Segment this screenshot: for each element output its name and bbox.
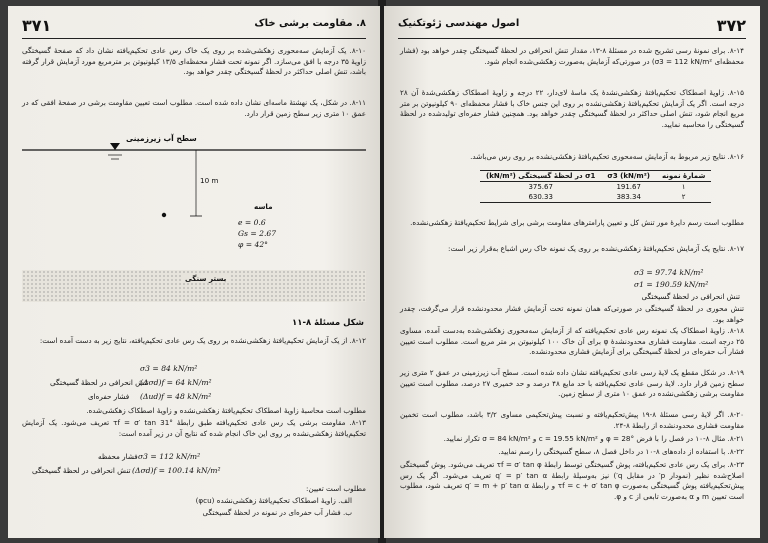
left-page (8, 6, 380, 538)
problem-8-11: ۸-۱۱. در شکل، یک نهشتهٔ ماسه‌ای نشان داده شده است. مطلوب است تعیین مقاومت برشی در صفحهٔ افقی که در عمق ۱۰ متری زیر سطح زمین قرار دارد. (22, 98, 366, 118)
water-table-label: سطح آب زیرزمینی (126, 134, 197, 143)
eq-sigma1-190: σ1 = 190.59 kN/m² (634, 280, 709, 289)
eq-porepressure-48-note: فشار حفره‌ای (88, 392, 130, 401)
problem-8-10: ۸-۱۰. یک آزمایش سه‌محوری زهکشی‌شده بر روی یک خاک رس عادی تحکیم‌یافته نشان داد که صفحهٔ گسیختگی زاویهٔ ۳۵ درجه با افق می‌سازد. اگر نمونه تحت فشار محفظه‌ای ۱۳/۵ کیلونیوتن بر مترمربع مورد آزمایش قرار گرفته باشد، تنش اصلی حداکثر در لحظهٔ گسیختگی چقدر خواهد بود. (22, 46, 366, 76)
eq-sigma3-97: σ3 = 97.74 kN/m² (634, 268, 704, 277)
test-results-table (480, 170, 711, 203)
bedrock-label: بستر سنگی (182, 274, 229, 283)
table-row (480, 192, 711, 203)
friction-angle-label: φ = 42° (238, 240, 268, 249)
problem-8-18: ۸-۱۸. زاویهٔ اصطکاک یک نمونه رس عادی تحکیم‌یافته که از آزمایش سه‌محوری زهکشی‌شده به‌دست آمده، مساوی ۲۵ درجه است. مقاومت فشاری محدودنشدهٔ φ برای آن خاک ۱۰۰ کیلونیوتن بر متر مربع است. مطلوب است تعیین فشار آب حفره‌ای در لحظهٔ گسیختگی برای آزمایش فشاری محدودنشده. (400, 326, 744, 356)
problem-8-17-question: تنش محوری در لحظهٔ گسیختگی در صورتی‌که همان نمونه تحت آزمایش فشار محدودنشده قرار می‌گرفت، چقدر خواهد بود. (400, 304, 744, 324)
problem-8-19: ۸-۱۹. در شکل مقطع یک لایهٔ رسی عادی تحکیم‌یافته نشان داده شده است. سطح آب زیرزمینی در عمق ۲ متری زیر سطح زمین قرار دارد. لایهٔ رسی عادی تحکیم‌یافته با حد مایع ۴۸ درصد و حد خمیری ۲۷ درصد، مطلوب است تعیین مقاومت برشی زهکشی‌نشده در عمق ۱۰ متری از سطح زمین. (400, 368, 745, 398)
problem-8-12: ۸-۱۲. از یک آزمایش تحکیم‌یافتهٔ زهکشی‌نشده بر روی یک رس عادی تحکیم‌یافته، نتایج زیر به دست آمده است: (39, 336, 366, 345)
left-page-number: ۳۷۱ (22, 16, 52, 35)
problem-8-13-part-a: الف. زاویهٔ اصطکاک تحکیم‌یافتهٔ زهکشی‌نشده (φcu) (195, 496, 352, 505)
right-page-header (398, 16, 746, 39)
eq-deviator-64-note: تنش انحرافی در لحظهٔ گسیختگی (50, 378, 149, 387)
problem-8-20: ۸-۲۰. اگر لایهٔ رسی مسئلهٔ ۸-۱۹ پیش‌تحکیم‌یافته و نسبت پیش‌تحکیمی مساوی ۳/۲ باشد، مطلوب است تخمین مقاومت فشاری محدودنشده از رابطهٔ ۸-۲۴. (400, 410, 744, 430)
table-header-sigma1: σ1 در لحظهٔ گسیختگی (kN/m²) (480, 171, 601, 182)
table-header-sample: شمارهٔ نمونه (656, 171, 711, 182)
eq-deviator-100: (Δσd)f = 100.14 kN/m² (132, 466, 221, 475)
problem-8-12-question: مطلوب است محاسبهٔ زاویهٔ اصطکاک تحکیم‌یافتهٔ زهکشی‌نشده و زاویهٔ اصطکاک زهکشی‌شده. (86, 406, 366, 415)
right-running-title: اصول مهندسی ژئوتکنیک (398, 18, 520, 29)
eq-sigma3-112-note: فشار محفظه (98, 452, 138, 461)
table-cell: 383.34 (616, 193, 641, 201)
table-cell: ۱ (681, 183, 686, 191)
table-header-row (480, 171, 711, 182)
eq-porepressure-48: (Δud)f = 48 kN/m² (140, 392, 212, 401)
void-ratio-label: e = 0.6 (238, 218, 266, 227)
problem-8-16-question: مطلوب است رسم دایرهٔ مور تنش کل و تعیین پارامترهای مقاومت برشی برای شرایط تحکیم‌یافتهٔ زهکشی‌نشده. (410, 218, 744, 227)
eq-deviator-64: (Δσd)f = 64 kN/m² (140, 378, 212, 387)
left-page-header (22, 16, 366, 39)
table-cell: ۲ (681, 193, 686, 201)
table-cell: 630.33 (528, 193, 553, 201)
problem-8-13-part-b: ب. فشار آب حفره‌ای در نمونه در لحظهٔ گسیختگی (202, 508, 352, 517)
eq-sigma3-112: σ3 = 112 kN/m² (138, 452, 201, 461)
problem-8-16: ۸-۱۶. نتایج زیر مربوط به آزمایش سه‌محوری تحکیم‌یافتهٔ زهکشی‌نشده بر روی رس می‌باشد. (470, 152, 744, 161)
problem-8-13: ۸-۱۳. مقاومت برشی یک رس عادی تحکیم‌یافته طبق رابطهٔ τf = σ′ tan 31° تعریف می‌شود. یک آزمایش تحکیم‌یافتهٔ زهکشی‌نشده بر روی این خاک انجام شده که نتایج آن در زیر آمده است: (22, 418, 366, 438)
right-page (384, 6, 760, 538)
problem-8-22: ۸-۲۲. با استفاده از داده‌های ۸-۱۰ در داخل فصل ۸، سطح گسیختگی را رسم نمایید. (498, 447, 744, 456)
table-cell: 375.67 (528, 183, 553, 191)
problem-8-23: ۸-۲۳. برای یک رس عادی تحکیم‌یافته، پوش گسیختگی توسط رابطهٔ τf = σ′ tan φ تعریف می‌شود. پوش گسیختگی اصلاح‌شده نظیر (نمودار p′ در مقابل q′) نیز به‌وسیلهٔ رابطهٔ q′ = p′ tan α تعریف می‌شود. اگر یک رس پیش‌تحکیم‌یافته پوش گسیختگی به‌صورت τf = c + σ′ tan φ و رابطهٔ q′ = m + p′ tan α تعریف شود، مطلوب است تعیین m و α به‌صورت تابعی از c و φ. (400, 460, 744, 501)
sand-label: ماسه (254, 202, 273, 211)
water-table-marker-icon (110, 143, 120, 150)
depth-label: 10 m (200, 176, 219, 185)
eq-deviator-100-note: تنش انحرافی در لحظهٔ گسیختگی (32, 466, 131, 475)
problem-8-15: ۸-۱۵. زاویهٔ اصطکاک تحکیم‌یافتهٔ زهکشی‌نشدهٔ یک ماسهٔ لای‌دار، ۲۲ درجه و زاویهٔ اصطکاک زهکشی‌شدهٔ آن ۲۸ درجه است. اگر یک آزمایش تحکیم‌یافتهٔ زهکشی‌نشده بر روی این جنس خاک با فشار محفظه‌ای ۹۰ کیلونیوتن بر متر مربع انجام شود، تنش اصلی حداکثر در لحظهٔ گسیختگی چقدر خواهد بود. همچنین فشار حفره‌ای تولیدشده در لحظهٔ گسیختگی را محاسبه نمایید. (400, 88, 744, 129)
figure-caption: شکل مسئلهٔ ۸-۱۱ (292, 318, 364, 328)
left-running-title: ۸. مقاومت برشی خاک (254, 18, 366, 29)
table-header-sigma3: σ3 (kN/m²) (601, 171, 656, 182)
problem-8-21: ۸-۲۱. مثال ۸-۱۰ در فصل را با فرض φ = 28° و c = 19.55 kN/m² و σ = 84 kN/m² تکرار نمایید. (443, 434, 744, 443)
eq-sigma1-190-note: تنش انحرافی در لحظهٔ گسیختگی (641, 292, 740, 301)
point-a-icon (162, 213, 166, 217)
problem-8-17: ۸-۱۷. نتایج یک آزمایش تحکیم‌یافتهٔ زهکشی‌نشده بر روی یک نمونه خاک رس اشباع به‌قرار زیر است: (448, 244, 744, 253)
right-page-number: ۳۷۲ (716, 16, 746, 35)
specific-gravity-label: Gs = 2.67 (238, 229, 277, 238)
table-row (480, 182, 711, 193)
problem-8-14: ۸-۱۴. برای نمونهٔ رسی تشریح شده در مسئلهٔ ۸-۱۳، مقدار تنش انحرافی در لحظهٔ گسیختگی چقدر خواهد بود (فشار محفظه‌ای σ3 = 112 kN/m²) در صورتی‌که آزمایش به‌صورت زهکشی‌شده انجام شود. (400, 46, 744, 66)
problem-8-13-question: مطلوب است تعیین: (306, 484, 366, 493)
table-cell: 191.67 (616, 183, 641, 191)
eq-sigma3-84: σ3 = 84 kN/m² (140, 364, 198, 373)
sand-deposit-figure (22, 134, 366, 314)
